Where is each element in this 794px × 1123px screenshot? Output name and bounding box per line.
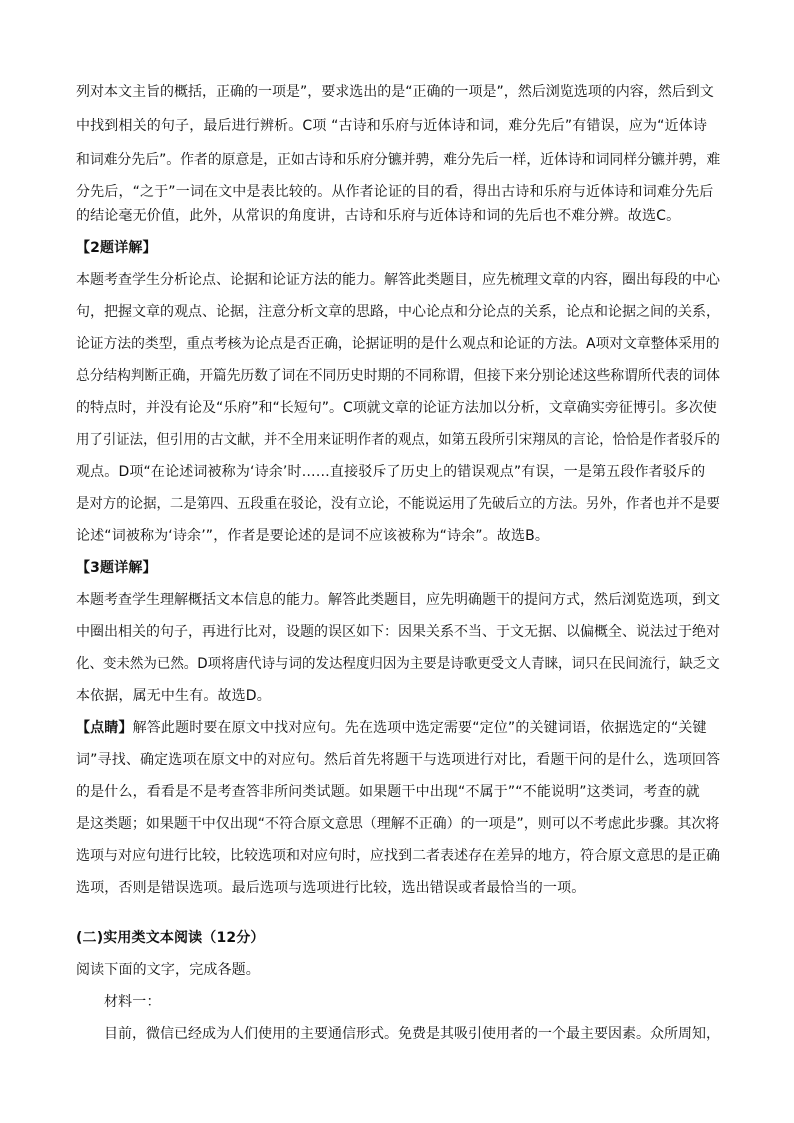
paragraph-1-line: 和词难分先后”。作者的原意是，正如古诗和乐府分镳并骋，难分先后一样，近体诗和词同样分镳并骋，难 xyxy=(76,152,721,168)
paragraph-4-line: 解答此题时要在原文中找对应句。先在选项中选定需要“定位”的关键词语，依据选定的“关键 xyxy=(132,720,707,736)
paragraph-2-line: 句，把握文章的观点、论据，注意分析文章的思路，中心论点和分论点的关系，论点和论据之间的关系， xyxy=(76,304,720,320)
heading-question-3: 【3题详解】 xyxy=(76,560,157,576)
material-label: 材料一： xyxy=(104,994,161,1010)
paragraph-3-line: 本依据，属无中生有。故选D。 xyxy=(76,688,271,704)
paragraph-2-line: 论证方法的类型，重点考核为论点是否正确，论据证明的是什么观点和论证的方法。A项对文章整体采用的 xyxy=(76,336,720,352)
material-text: 目前，微信已经成为人们使用的主要通信形式。免费是其吸引使用者的一个最主要因素。众所周知， xyxy=(104,1026,720,1042)
paragraph-2-line: 总分结构判断正确，开篇先历数了词在不同历史时期的不同称谓，但接下来分别论述这些称谓所代表的词体 xyxy=(76,368,720,384)
section-title: (二)实用类文本阅读（12分） xyxy=(76,930,265,946)
dianjing-label: 【点睛】 xyxy=(76,720,133,736)
paragraph-2-line: 的特点时，并没有论及“乐府”和“长短句”。C项就文章的论证方法加以分析，文章确实旁征博引。多次使 xyxy=(76,400,717,416)
paragraph-4-line: 的是什么，看看是不是考查答非所问类试题。如果题干中出现“不属于”“不能说明”这类词，考查的就 xyxy=(76,784,700,800)
paragraph-3-line: 化、变未然为已然。D项将唐代诗与词的发达程度归因为主要是诗歌更受文人青睐，词只在民间流行，缺乏文 xyxy=(76,656,720,672)
paragraph-3-line: 本题考查学生理解概括文本信息的能力。解答此类题目，应先明确题干的提问方式，然后浏览选项，到文 xyxy=(76,592,720,608)
paragraph-4-line: 选项，否则是错误选项。最后选项与选项进行比较，选出错误或者最恰当的一项。 xyxy=(76,880,586,896)
paragraph-2-line: 论述“词被称为‘诗余’”，作者是要论述的是词不应该被称为“诗余”。故选B。 xyxy=(76,528,550,544)
paragraph-3-line: 中圈出相关的句子，再进行比对，设题的误区如下：因果关系不当、于文无据、以偏概全、说法过于绝对 xyxy=(76,624,720,640)
paragraph-2-line: 观点。D项“在论述词被称为‘诗余’时……直接驳斥了历史上的错误观点”有误，一是第五段作者驳斥的 xyxy=(76,464,706,480)
paragraph-4-line: 选项与对应句进行比较，比较选项和对应句时，应找到二者表述存在差异的地方，符合原文意思的是正确 xyxy=(76,848,720,864)
paragraph-2-line: 本题考查学生分析论点、论据和论证方法的能力。解答此类题目，应先梳理文章的内容，圈出每段的中心 xyxy=(76,272,720,288)
paragraph-1-line: 分先后，“之于”一词在文中是表比较的。从作者论证的目的看，得出古诗和乐府与近体诗和词难分先后 xyxy=(76,184,714,200)
paragraph-4-line: 是这类题；如果题干中仅出现“不符合原文意思（理解不正确）的一项是”，则可以不考虑此步骤。其次将 xyxy=(76,816,720,832)
paragraph-2-line: 用了引证法，但引用的古文献，并不全用来证明作者的观点，如第五段所引宋翔凤的言论，恰恰是作者驳斥的 xyxy=(76,432,720,448)
paragraph-1-line: 的结论毫无价值，此外，从常识的角度讲，古诗和乐府与近体诗和词的先后也不难分辨。故选C。 xyxy=(76,208,681,224)
dianjing-first-line xyxy=(76,718,707,738)
paragraph-1-line: 列对本文主旨的概括，正确的一项是”，要求选出的是“正确的一项是”，然后浏览选项的内容，然后到文 xyxy=(76,84,714,100)
paragraph-2-line: 是对方的论据，二是第四、五段重在驳论，没有立论，不能说运用了先破后立的方法。另外，作者也并不是要 xyxy=(76,496,720,512)
paragraph-1-line: 中找到相关的句子，最后进行辨析。C项 “古诗和乐府与近体诗和词，难分先后”有错误，应为“近体诗 xyxy=(76,118,708,134)
paragraph-4-line: 词”寻找、确定选项在原文中的对应句。然后首先将题干与选项进行对比，看题干问的是什么，选项回答 xyxy=(76,752,721,768)
heading-question-2: 【2题详解】 xyxy=(76,240,157,256)
instruction-text: 阅读下面的文字，完成各题。 xyxy=(76,962,260,978)
